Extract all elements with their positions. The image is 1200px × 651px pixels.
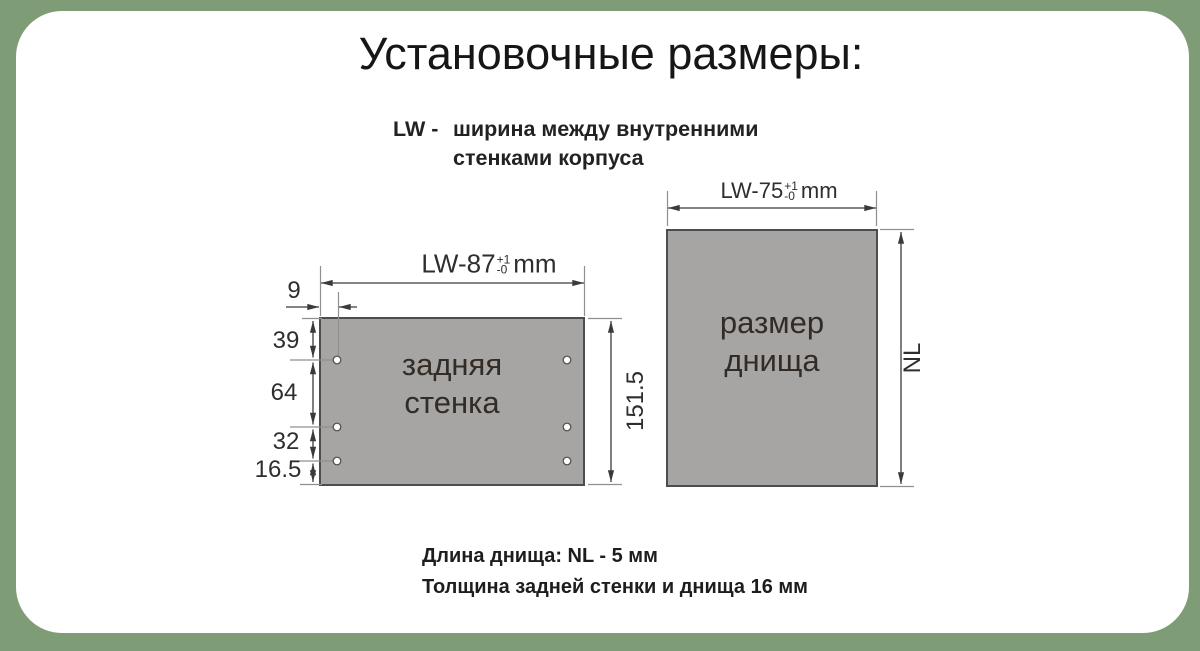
bottom-panel-label-line2: днища xyxy=(724,343,820,378)
dim-lw75: LW-75 xyxy=(720,178,784,203)
tolerance-plus: +1 xyxy=(496,252,511,266)
back-wall-width-dimension xyxy=(421,249,556,280)
hole-spacing-64: 64 xyxy=(270,379,298,406)
dim-lw75-unit: mm xyxy=(800,178,838,203)
dim-lw87-tolerance xyxy=(497,254,511,274)
tolerance-minus: -0 xyxy=(496,262,508,276)
lw-term: LW - xyxy=(393,117,439,141)
back-wall-label-line2: стенка xyxy=(404,385,500,420)
back-wall-label-line1: задняя xyxy=(401,347,503,382)
footnotes xyxy=(422,541,808,603)
dim-lw87-unit: mm xyxy=(513,248,557,279)
tolerance-plus: +1 xyxy=(784,179,798,193)
dim-lw87: LW-87 xyxy=(421,248,496,279)
lw-definition-text2: стенками корпуса xyxy=(453,146,644,170)
hole-spacing-39: 39 xyxy=(272,327,300,354)
nl-dimension: NL xyxy=(899,342,926,374)
bottom-panel-width-dimension xyxy=(720,178,837,204)
hole-spacing-32: 32 xyxy=(272,428,300,455)
hole-offset-dimension: 9 xyxy=(287,277,301,304)
footnote-thickness: Толщина задней стенки и днища 16 мм xyxy=(422,576,808,598)
footnote-bottom-length: Длина днища: NL - 5 мм xyxy=(422,545,658,567)
page-title: Установочные размеры: xyxy=(358,28,864,79)
dim-lw75-tolerance xyxy=(784,181,798,201)
tolerance-minus: -0 xyxy=(784,189,795,203)
bottom-panel-label xyxy=(720,304,824,380)
back-wall-height-dimension: 151.5 xyxy=(622,370,649,432)
back-wall-label xyxy=(402,346,502,422)
lw-definition-text1: ширина между внутренними xyxy=(453,117,759,141)
hole-spacing-16-5: 16.5 xyxy=(254,456,302,483)
bottom-panel-label-line1: размер xyxy=(719,305,825,340)
